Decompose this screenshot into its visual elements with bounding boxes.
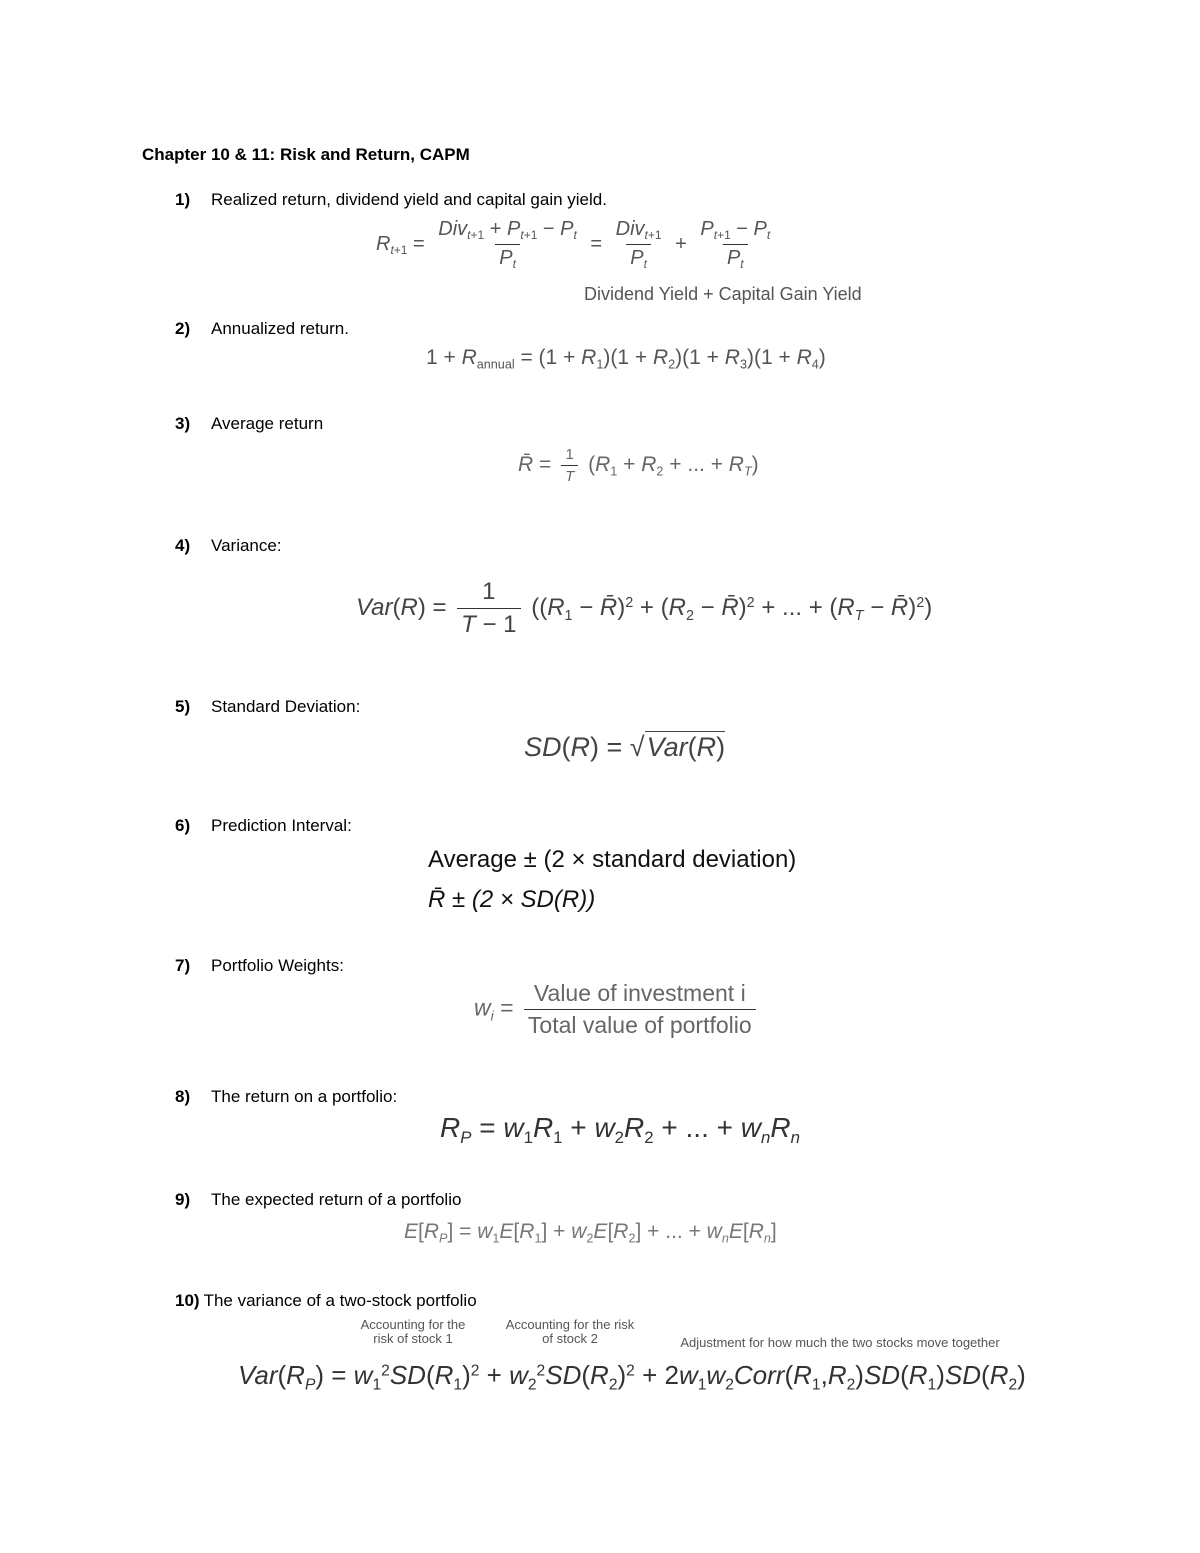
section-number: 9) [175, 1190, 191, 1209]
prediction-line-1: Average ± (2 × standard deviation) [428, 846, 797, 873]
section-9-heading [175, 1190, 461, 1210]
section-label: Variance: [211, 536, 282, 555]
average-return-formula: R̄ = $\frac{1}{T}$ ($R_1 + R_2$ + ... + $R_T$) [518, 446, 759, 485]
weights-denominator: Total value of portfolio [524, 1009, 756, 1039]
note-risk-stock-1: Accounting for the risk of stock 1 [360, 1317, 466, 1347]
section-1-heading [175, 190, 607, 210]
prediction-interval-formula [428, 840, 848, 920]
section-number: 3) [175, 414, 191, 433]
variance-formula: Var(R) = $\frac{1}{T - 1}$ (($R_1$ − R̄)$^2$ + ($R_2$ − R̄)$^2$ + ... + ($R_T$ − R̄)$^2$) [356, 578, 933, 638]
section-3-heading [175, 414, 323, 434]
prediction-line-2: R̄ ± (2 × SD(R)) [428, 886, 596, 913]
section-label: Standard Deviation: [211, 697, 361, 716]
section-number: 6) [175, 816, 191, 835]
annualized-return-formula: $1 + R_{annual} = (1 + R_1)(1 + R_2)(1 + R_3)(1 + R_4)$ [426, 346, 826, 372]
page-title: Chapter 10 & 11: Risk and Return, CAPM [142, 145, 470, 164]
note-adjustment: Adjustment for how much the two stocks move together [680, 1335, 1000, 1350]
section-number: 2) [175, 319, 191, 338]
section-4-heading [175, 536, 282, 556]
section-number: 1) [175, 190, 191, 209]
section-label: Prediction Interval: [211, 816, 352, 835]
section-label: Portfolio Weights: [211, 956, 344, 975]
section-label: Realized return, dividend yield and capital gain yield. [211, 190, 607, 209]
section-label: Average return [211, 414, 324, 433]
portfolio-weights-formula: $w_i$ = $\frac{\text{Value of investment i}}{\text{Total value of portfolio}}$ [474, 980, 760, 1039]
section-number: 5) [175, 697, 191, 716]
section-number: 10) [175, 1291, 200, 1310]
standard-deviation-formula: SD(R) = √Var(R) [524, 732, 726, 762]
realized-return-caption: Dividend Yield + Capital Gain Yield [584, 284, 862, 304]
section-5-heading [175, 697, 360, 717]
section-label: The variance of a two-stock portfolio [203, 1291, 477, 1310]
realized-return-formula: $R_{t+1}$ = $\frac{Div_{t+1} + P_{t+1} - P_t}{P_t}$ = $\frac{Div_{t+1}}{P_t}$ + $\frac{P_{t+1} - P_t}{P_t}$ [376, 218, 771, 272]
section-label: Annualized return. [211, 319, 349, 338]
section-10-heading [175, 1291, 477, 1311]
section-2-heading [175, 319, 349, 339]
section-label: The return on a portfolio: [211, 1087, 398, 1106]
portfolio-return-formula: $R_P = w_1R_1 + w_2R_2$ + ... + $w_nR_n$ [440, 1112, 800, 1147]
section-number: 7) [175, 956, 191, 975]
section-7-heading [175, 956, 344, 976]
two-stock-variance-formula: $Var(R_P) = w_1^2SD(R_1)^2 + w_2^2SD(R_2)^2$ + $2w_1w_2Corr(R_1,R_2)SD(R_1)SD(R_2)$ [238, 1360, 1026, 1394]
section-number: 4) [175, 536, 191, 555]
note-risk-stock-2: Accounting for the risk of stock 2 [505, 1317, 635, 1347]
expected-portfolio-return-formula: $E[R_P] = w_1E[R_1] + w_2E[R_2]$ + ... + $w_nE[R_n]$ [404, 1220, 777, 1246]
section-6-heading [175, 816, 352, 836]
weights-numerator: Value of investment i [533, 980, 746, 1006]
section-number: 8) [175, 1087, 191, 1106]
section-label: The expected return of a portfolio [211, 1190, 462, 1209]
section-8-heading [175, 1087, 397, 1107]
